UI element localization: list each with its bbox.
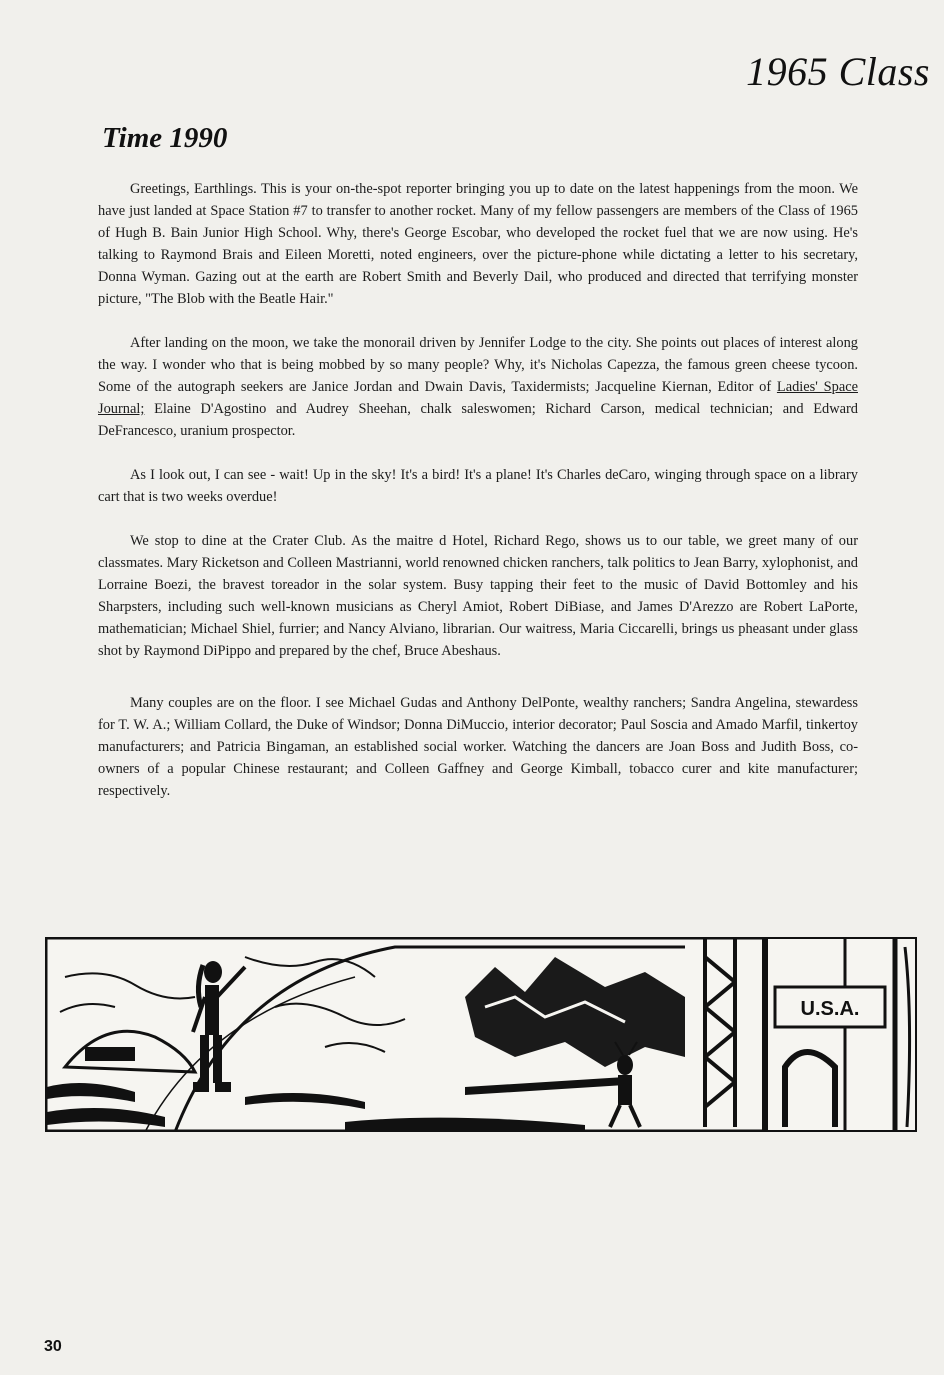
paragraph-1: Greetings, Earthlings. This is your on-the-spot reporter bringing you up to date on the latest happenings from the moon. We have just landed at Space Station #7 to transfer to another rocket. Many of my fellow passengers are members of the Class of 1965 of Hugh B. Bain Junior High School. Why, there's George Escobar, who developed the rocket fuel that we are now using. He's talking to Raymond Brais and Eileen Moretti, noted engineers, over the picture-phone while dictating a letter to his secretary, Donna Wyman. Gazing out at the earth are Robert Smith and Beverly Dail, who produced and directed that terrifying monster picture, "The Blob with the Beatle Hair." [98,181,858,307]
section-header: 1965 Class [746,49,930,94]
page-title: Time 1990 [102,122,228,154]
paragraph-2 [98,332,858,442]
magazine-title: Ladies' Space Journal; [98,379,858,417]
paragraph-5: Many couples are on the floor. I see Michael Gudas and Anthony DelPonte, wealthy ranchers; Sandra Angelina, stewardess for T. W. A.; William Collard, the Duke of Windsor; Donna DiMuccio, interior decorator; Paul Soscia and Amado Marfil, tinkertoy manufacturers; and Patricia Bingaman, an established social worker. Watching the dancers are Joan Boss and Judith Boss, co-owners of a popular Chinese restaurant; and Colleen Gaffney and George Kimball, tobacco curer and kite manufacturer; respectively. [98,695,858,799]
rocket-sign-text: U.S.A. [800,998,860,1020]
page-number: 30 [44,1338,62,1355]
paragraph-3: As I look out, I can see - wait! Up in the sky! It's a bird! It's a plane! It's Charles deCaro, winging through space on a library cart that is two weeks overdue! [98,467,858,505]
paragraph-2-text-b: Elaine D'Agostino and Audrey Sheehan, chalk saleswomen; Richard Carson, medical technician; and Edward DeFrancesco, uranium prospector. [98,401,858,439]
rocket [765,939,915,1130]
moon-scene-illustration [45,937,917,1132]
article-body [98,178,858,824]
paragraph-4: We stop to dine at the Crater Club. As the maitre d Hotel, Richard Rego, shows us to our table, we greet many of our classmates. Mary Ricketson and Colleen Mastrianni, world renowned chicken ranchers, talk politics to Jean Barry, xylophonist, and Lorraine Boezi, the bravest toreador in the solar system. Busy tapping their feet to the music of David Bottomley and his Sharpsters, including such well-known musicians as Cheryl Amiot, Robert DiBiase, and James D'Arezzo are Robert LaPorte, mathematician; Michael Shiel, furrier; and Nancy Alviano, librarian. Our waitress, Maria Ciccarelli, brings us pheasant under glass shot by Raymond DiPippo and prepared by the chef, Bruce Abeshaus. [98,533,858,659]
paragraph-2-text-a: After landing on the moon, we take the monorail driven by Jennifer Lodge to the city. She points out places of interest along the way. I wonder who that is being mobbed by so many people? Why, it's Nicholas Capezza, the famous green cheese tycoon. Some of the autograph seekers are Janice Jordan and Dwain Davis, Taxidermists; Jacqueline Kiernan, Editor of [98,335,858,395]
